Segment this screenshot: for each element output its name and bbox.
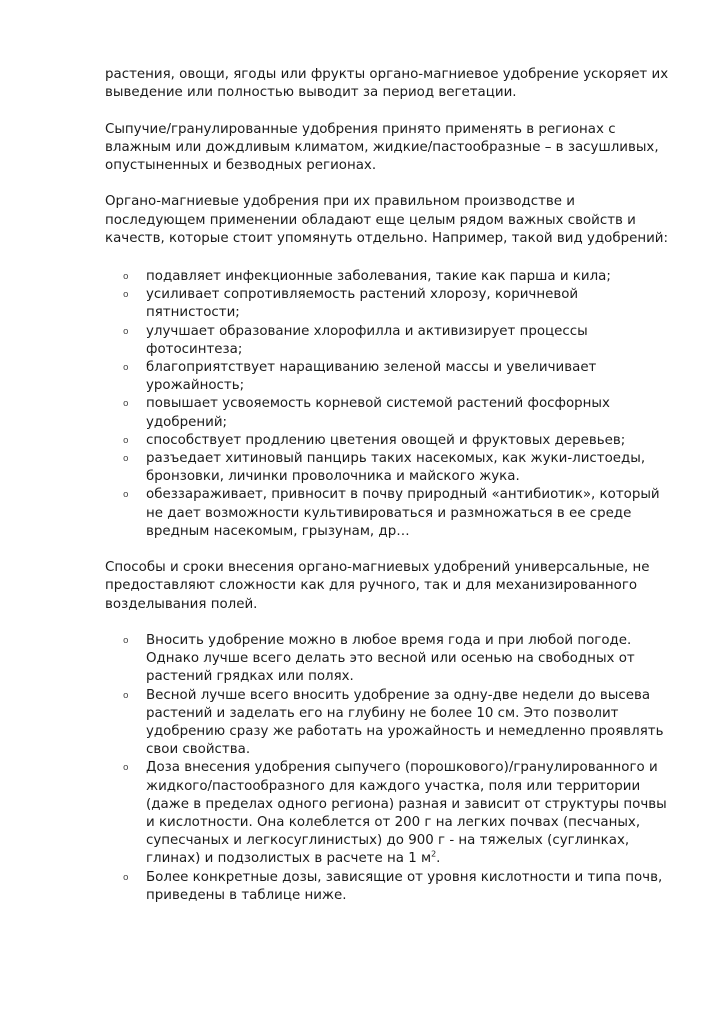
bullet-circle-icon: o	[123, 399, 129, 410]
bullet-circle-icon: o	[123, 435, 129, 446]
list-item: o разъедает хитиновый панцирь таких насекомых, как жуки-листоеды, бронзовки, личинки проволочника и майского жука.	[123, 451, 646, 485]
list-item: o способствует продлению цветения овощей и фруктовых деревьев;	[105, 432, 675, 450]
list-item: o Более конкретные дозы, зависящие от уровня кислотности и типа почв, приведены в таблице ниже.	[123, 869, 663, 903]
bullet-circle-icon: o	[123, 326, 129, 337]
bullet-circle-icon: o	[123, 272, 129, 282]
list-item: o Весной лучше всего вносить удобрение за одну-две недели до высева растений и заделать его на глубину не более 10 см. Это позволит удобрению сразу же работать на урожайность и немедленно проявлять свои свойства.	[123, 687, 664, 758]
bullet-circle-icon: o	[123, 290, 129, 301]
list-item: o повышает усвояемость корневой системой растений фосфорных удобрений;	[123, 396, 610, 430]
bullet-circle-icon: o	[123, 690, 129, 701]
bullet-circle-icon: o	[123, 454, 129, 465]
bullet-circle-icon: o	[123, 363, 129, 374]
list-item: o Доза внесения удобрения сыпучего (порошкового)/гранулированного и жидкого/пастообразного для каждого участка, поля или территории (даже в пределах одного региона) разная и зависит от структуры почвы и кислотности. Она колеблется от 200 г на легких почвах (песчаных, супесчаных и легкосуглинистых) до 900 г - на тяжелых (суглинках, глинах) и подзолистых в расчете на 1 $м^2$.	[123, 760, 667, 867]
paragraph-intro: растения, овощи, ягоды или фрукты органо-магниевое удобрение ускоряет их выведение или полностью выводит за период вегетации.	[105, 67, 669, 101]
superscript-squared: 2	[431, 850, 437, 859]
bullet-circle-icon: o	[123, 763, 129, 774]
properties-list	[105, 268, 675, 541]
paragraph-climate: Сыпучие/гранулированные удобрения принято применять в регионах с влажным или дождливым климатом, жидкие/пастообразные – в засушливых, опустыненных и безводных регионах.	[105, 121, 659, 173]
paragraph-application-intro: Способы и сроки внесения органо-магниевых удобрений универсальные, не предоставляют сложности как для ручного, так и для механизированного возделывания полей.	[105, 560, 650, 612]
list-item: o подавляет инфекционные заболевания, такие как парша и кила;	[105, 268, 675, 286]
list-item: o обеззараживает, привносит в почву природный «антибиотик», который не дает возможности культивироваться и размножаться в ее среде вредным насекомым, грызунам, др…	[123, 487, 660, 539]
list-item: o улучшает образование хлорофилла и активизирует процессы фотосинтеза;	[123, 323, 588, 357]
bullet-circle-icon: o	[123, 872, 129, 883]
list-item: o благоприятствует наращиванию зеленой массы и увеличивает урожайность;	[123, 360, 597, 394]
bullet-circle-icon: o	[123, 490, 129, 501]
paragraph-properties-intro: Органо-магниевые удобрения при их правильном производстве и последующем применении обладают еще целым рядом важных свойств и качеств, которые стоит упомянуть отдельно. Например, такой вид удобрений:	[105, 194, 669, 246]
application-list	[105, 632, 675, 905]
list-item: o Вносить удобрение можно в любое время года и при любой погоде. Однако лучше всего делать это весной или осенью на свободных от растений грядках или полях.	[123, 633, 635, 685]
bullet-circle-icon: o	[123, 636, 129, 647]
list-item: o усиливает сопротивляемость растений хлорозу, коричневой пятнистости;	[123, 287, 579, 321]
document-page	[105, 66, 675, 923]
